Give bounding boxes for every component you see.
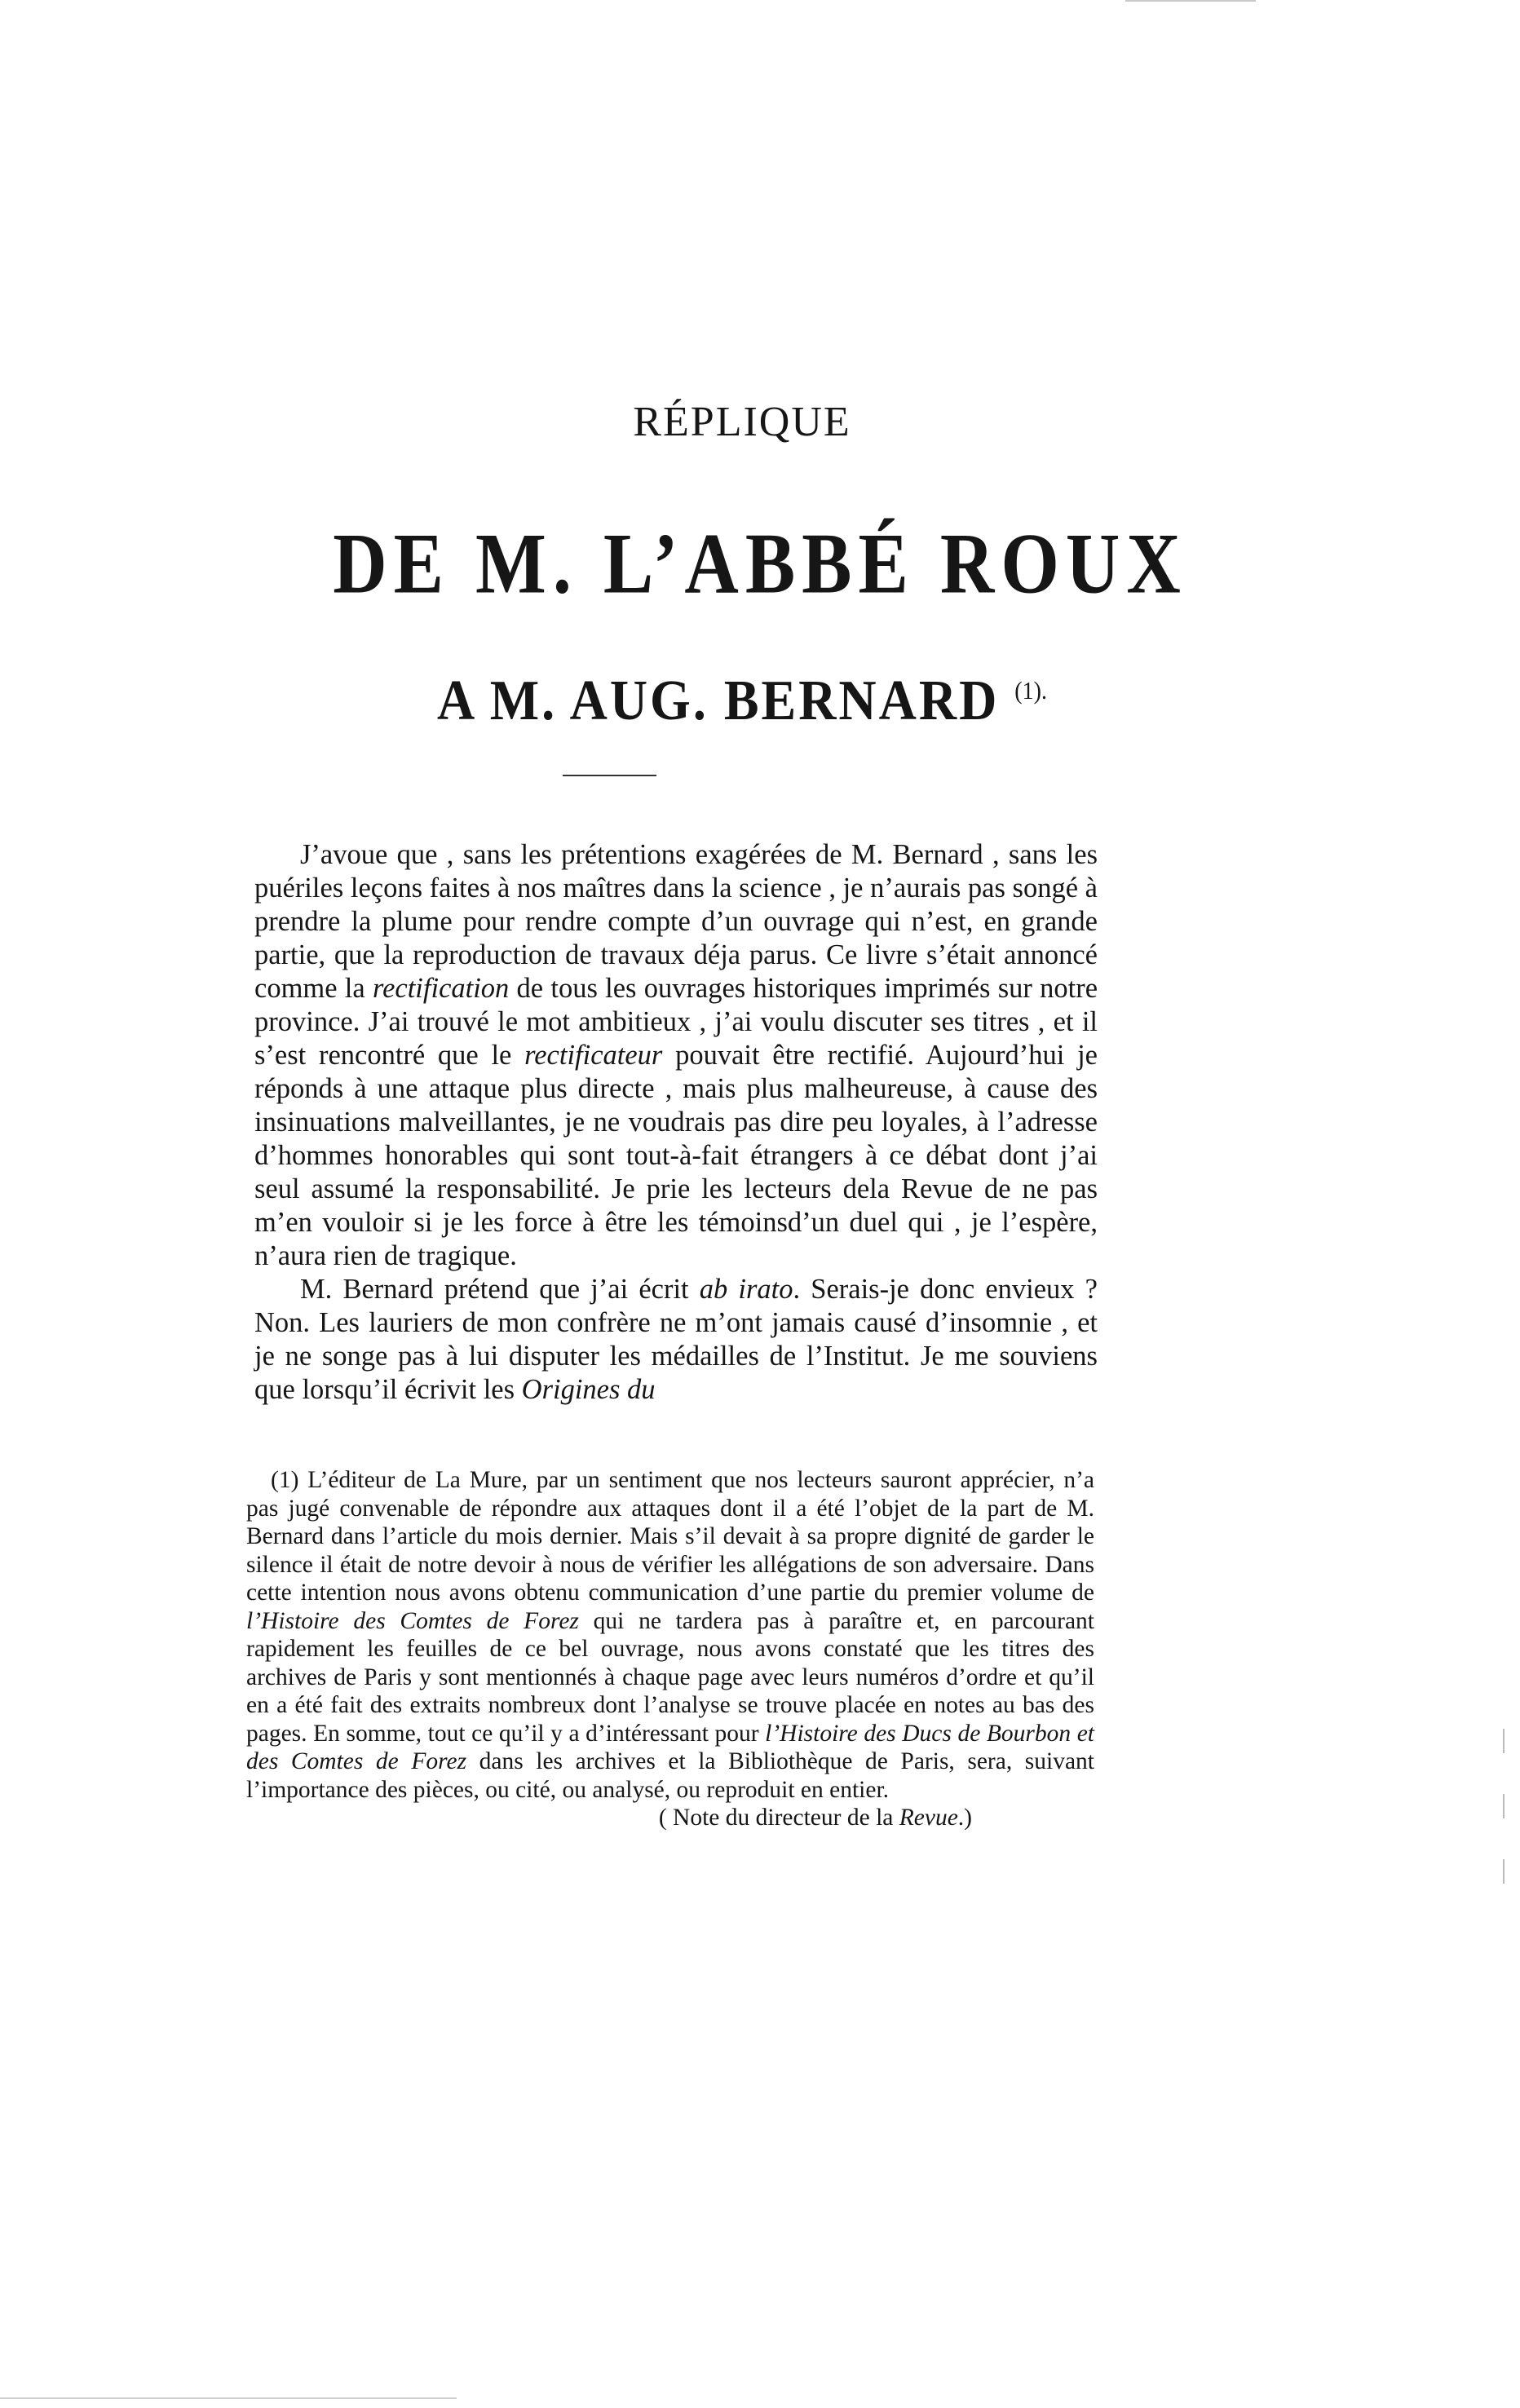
scan-edge-mark bbox=[1503, 1859, 1505, 1884]
body-text-run: pouvait être rectifié. Aujourd’hui je réponds à une attaque plus directe , mais plus malheureuse, à cause des insinuations malveillantes, je ne voudrais pas dire peu loyales, à l’adresse d’hommes honorables qui sont tout-à-fait étrangers à ce débat dont j’ai seul assumé la responsabilité. Je prie les lecteurs dela Revue de ne pas m’en vouloir si je les force à être les témoinsd’un duel qui , je l’espère, n’aura rien de tragique. bbox=[254, 1040, 1098, 1271]
footnote-text-run: qui ne tardera pas à paraître et, en parcourant rapidement les feuilles de ce bel ouvrage, nous avons constaté que les titres des archives de Paris y sont mentionnés à chaque page avec leurs numéros d’ordre et qu’il en a été fait des extraits nombreux dont l’analyse se trouve placée en notes au bas des pages. En somme, tout ce qu’il y a d’intéressant pour bbox=[246, 1607, 1094, 1747]
footnote-italic-run: l’Histoire des Comtes de Forez bbox=[246, 1607, 579, 1634]
footnote-credit bbox=[246, 1804, 1094, 1832]
subtitle bbox=[0, 667, 1502, 733]
body-italic-run: rectification bbox=[372, 973, 510, 1004]
title-divider bbox=[563, 775, 656, 776]
body-text-run: . Serais-je donc envieux ? Non. Les lauriers de mon confrère ne m’ont jamais causé d’insomnie , et je ne songe pas à lui disputer les médailles de l’Institut. Je me souviens que lorsqu’il écrivit les bbox=[254, 1274, 1098, 1405]
footnote-italic-run: l’Histoire des Ducs de Bourbon et des Comtes de Forez bbox=[246, 1720, 1094, 1774]
body-text-run: de tous les ouvrages historiques imprimés sur notre province. J’ai trouvé le mot ambitieux , j’ai voulu discuter ses titres , et il s’est rencontré que le bbox=[254, 973, 1098, 1071]
page-title: DE M. L’ABBÉ ROUX bbox=[333, 515, 1187, 612]
body-italic-run: rectificateur bbox=[524, 1040, 663, 1071]
subtitle-text: A M. AUG. BERNARD bbox=[437, 668, 1000, 732]
credit-italic: Revue bbox=[899, 1805, 958, 1831]
footnote-section bbox=[246, 1466, 1094, 1832]
kicker-heading: RÉPLIQUE bbox=[633, 399, 851, 445]
article-body bbox=[254, 838, 1098, 1407]
scan-edge-mark bbox=[1503, 1794, 1505, 1818]
scan-edge-mark bbox=[0, 2397, 457, 2399]
body-text-run: M. Bernard prétend que j’ai écrit bbox=[300, 1274, 700, 1305]
credit-text: .) bbox=[957, 1805, 972, 1831]
body-text-run: J’avoue que , sans les prétentions exagérées de M. Bernard , sans les puériles leçons faites à nos maîtres dans la science , je n’aurais pas songé à prendre la plume pour rendre compte d’un ouvrage qui n’est, en grande partie, que la reproduction de travaux déja parus. Ce livre s’était annoncé comme la bbox=[254, 839, 1098, 1004]
body-italic-run: ab irato bbox=[699, 1274, 793, 1305]
footnote-1 bbox=[246, 1466, 1094, 1804]
credit-text: ( Note du directeur de la bbox=[658, 1805, 899, 1831]
footnote-text-run: dans les archives et la Bibliothèque de Paris, sera, suivant l’importance des pièces, ou cité, ou analysé, ou reproduit en entier. bbox=[246, 1748, 1094, 1803]
body-italic-run: Origines du bbox=[521, 1374, 656, 1405]
scan-edge-mark bbox=[1125, 0, 1256, 2]
footnote-reference: (1). bbox=[1014, 677, 1047, 705]
body-paragraph-2 bbox=[254, 1273, 1098, 1407]
body-paragraph-1 bbox=[254, 838, 1098, 1273]
scan-edge-mark bbox=[1503, 1729, 1505, 1753]
footnote-text-run: (1) L’éditeur de La Mure, par un sentiment que nos lecteurs sauront apprécier, n’a pas jugé convenable de répondre aux attaques dont il a été l’objet de la part de M. Bernard dans l’article du mois dernier. Mais s’il devait à sa propre dignité de garder le silence il était de notre devoir à nous de vérifier les allégations de son adversaire. Dans cette intention nous avons obtenu communication d’une partie du premier volume de bbox=[246, 1467, 1094, 1606]
